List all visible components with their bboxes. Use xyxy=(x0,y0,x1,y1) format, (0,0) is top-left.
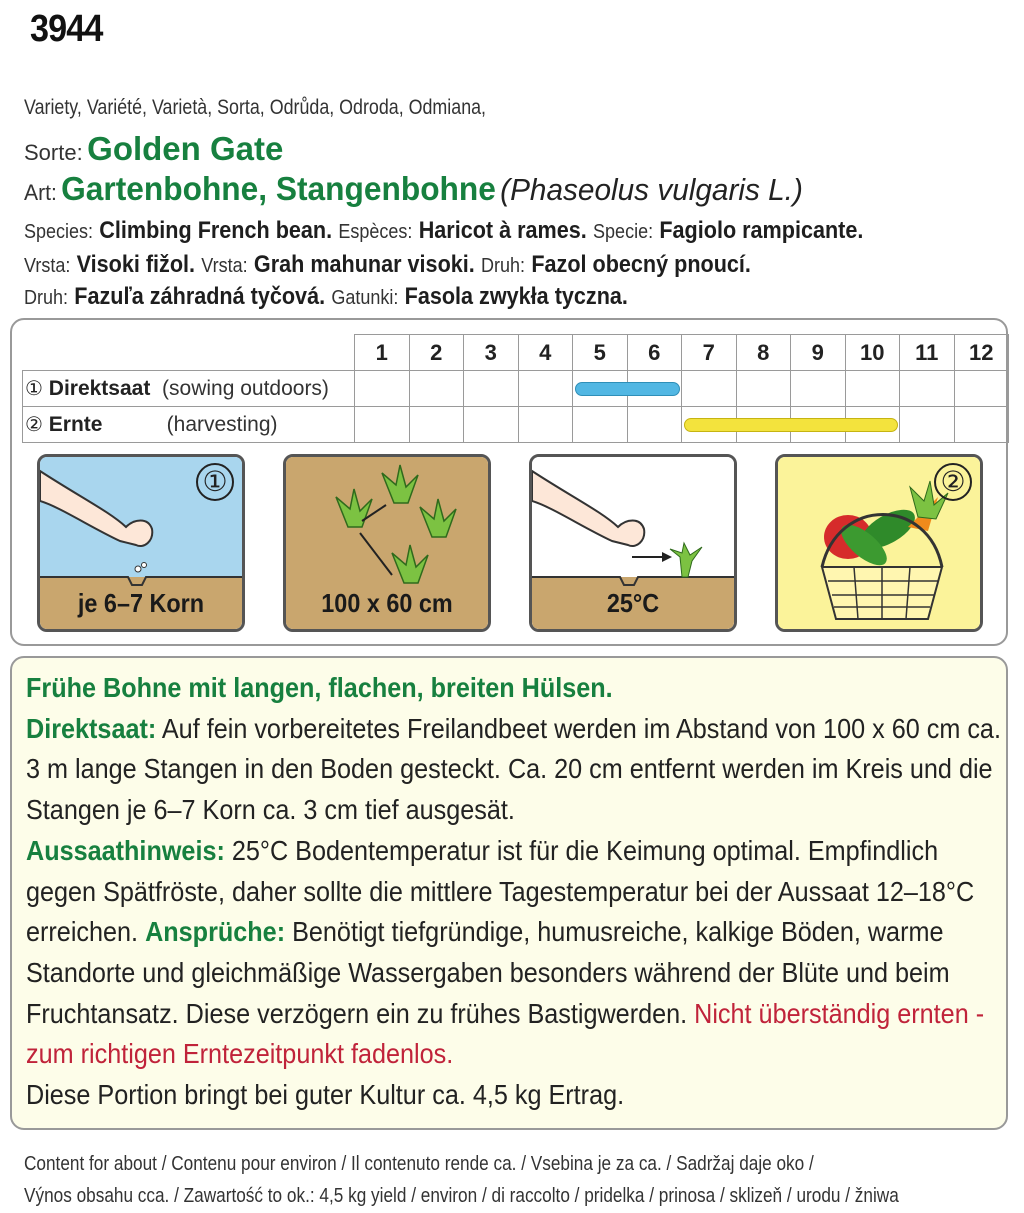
calendar-cell xyxy=(954,371,1009,407)
harvest-period-bar xyxy=(684,418,898,432)
variety-name: Golden Gate xyxy=(87,130,284,167)
translation-value: Visoki fižol. xyxy=(76,251,196,278)
translation-label: Specie: xyxy=(593,221,654,243)
step-one-badge: ① xyxy=(196,463,234,501)
spacing-pictogram xyxy=(283,454,491,632)
calendar-cell xyxy=(355,371,410,407)
translation-label: Species: xyxy=(24,221,94,243)
description-headline: Frühe Bohne mit langen, flachen, breiten Hülsen. xyxy=(26,672,613,703)
sowing-period-bar xyxy=(575,382,680,396)
description-text xyxy=(26,668,1007,1116)
translation-value: Fagiolo rampicante. xyxy=(659,217,864,244)
temperature-caption: 25°C xyxy=(606,588,660,618)
description-panel xyxy=(10,656,1008,1130)
month-label: 5 xyxy=(573,335,628,371)
translation-value: Haricot à rames. xyxy=(418,217,587,244)
calendar-cell xyxy=(518,407,573,443)
calendar-cell xyxy=(900,407,955,443)
requirements-text: Benötigt tiefgründige, humusreiche, kalkige Böden, warme Standorte und gleichmäßige Wassergaben besonders während der Blüte und beim Fruchtansatz. Diese verzögern ein zu frühes Bastigwerden. xyxy=(26,916,950,1029)
sowing-hint-label: Aussaathinweis: xyxy=(26,834,225,866)
month-label: 9 xyxy=(791,335,846,371)
row-name: Ernte xyxy=(48,413,103,436)
step-two-badge: ② xyxy=(934,463,972,501)
month-label: 3 xyxy=(464,335,519,371)
latin-name: (Phaseolus vulgaris L.) xyxy=(500,172,803,207)
row-english: (harvesting) xyxy=(166,413,278,436)
translation-label: Druh: xyxy=(24,287,69,309)
harvest-warning: Nicht überständig ernten - zum richtigen Erntezeitpunkt fadenlos. xyxy=(26,997,985,1070)
month-label: 1 xyxy=(355,335,410,371)
calendar-row-label xyxy=(23,407,355,443)
translation-label: Espèces: xyxy=(338,221,413,243)
translation-label: Druh: xyxy=(481,255,526,277)
footer-line-2: Výnos obsahu cca. / Zawartość to ok.: 4,5 kg yield / environ / di raccolto / pridelka / prinosa / sklizeň / urodu / žniwa xyxy=(24,1185,899,1207)
step-number: ① xyxy=(25,378,43,400)
translation-label: Vrsta: xyxy=(201,255,248,277)
step-number: ② xyxy=(25,414,43,436)
translation-label: Vrsta: xyxy=(24,255,71,277)
species-label: Art: xyxy=(24,180,57,205)
species-translations-line-2 xyxy=(24,250,751,279)
calendar-cell xyxy=(573,407,628,443)
sowing-pictogram xyxy=(37,454,245,632)
sowing-hint-text: 25°C Bodentemperatur ist für die Keimung optimal. Empfindlich gegen Spätfröste, daher sollte die mittlere Tagestemperatur bei der Aussaat 12–18°C erreichen. xyxy=(26,834,975,948)
month-label: 8 xyxy=(736,335,791,371)
month-label: 10 xyxy=(845,335,900,371)
translation-value: Fasola zwykła tyczna. xyxy=(404,283,628,310)
translation-value: Climbing French bean. xyxy=(99,217,333,244)
calendar-cell xyxy=(954,407,1009,443)
temperature-pictogram xyxy=(529,454,737,632)
requirements-label: Ansprüche: xyxy=(145,916,286,948)
species-row xyxy=(24,170,803,208)
sowing-calendar xyxy=(22,334,1000,444)
direct-sowing-text: Auf fein vorbereitetes Freilandbeet werden im Abstand von 100 x 60 cm ca. 3 m lange Stangen in den Boden gesteckt. Ca. 20 cm entfernt werden im Kreis und die Stangen je 6–7 Korn ca. 3 cm tief ausgesät. xyxy=(26,712,1001,826)
seeds-per-hole-caption: je 6–7 Korn xyxy=(77,588,205,618)
yield-text: Diese Portion bringt bei guter Kultur ca. 4,5 kg Ertrag. xyxy=(26,1079,625,1111)
calendar-cell xyxy=(791,371,846,407)
month-label: 12 xyxy=(954,335,1009,371)
calendar-cell xyxy=(682,371,737,407)
calendar-cell xyxy=(464,371,519,407)
row-english: (sowing outdoors) xyxy=(162,377,329,400)
spacing-caption: 100 x 60 cm xyxy=(321,588,453,618)
translation-value: Grah mahunar visoki. xyxy=(253,251,475,278)
variety-label: Sorte: xyxy=(24,140,83,165)
month-label: 11 xyxy=(900,335,955,371)
calendar-row-label xyxy=(23,371,355,407)
calendar-cell xyxy=(627,407,682,443)
calendar-cell xyxy=(736,371,791,407)
calendar-cell xyxy=(464,407,519,443)
harvest-pictogram xyxy=(775,454,983,632)
translation-value: Fazuľa záhradná tyčová. xyxy=(74,283,326,310)
calendar-cell xyxy=(409,407,464,443)
month-label: 7 xyxy=(682,335,737,371)
calendar-cell xyxy=(518,371,573,407)
species-translations-line-1 xyxy=(24,216,863,245)
calendar-cell xyxy=(900,371,955,407)
calendar-month-row xyxy=(23,335,1009,371)
variety-label-line: Variety, Variété, Varietà, Sorta, Odrůda, Odroda, Odmiana, xyxy=(24,96,487,119)
calendar-cell xyxy=(845,371,900,407)
calendar-corner xyxy=(23,335,355,371)
yield-footer xyxy=(24,1148,899,1212)
variety-row xyxy=(24,130,283,168)
footer-line-1: Content for about / Contenu pour environ / Il contenuto rende ca. / Vsebina je za ca. / Sadržaj daje oko / xyxy=(24,1153,814,1175)
month-label: 2 xyxy=(409,335,464,371)
translation-label: Gatunki: xyxy=(331,287,399,309)
calendar-cell xyxy=(409,371,464,407)
row-name: Direktsaat xyxy=(48,377,151,400)
article-number: 3944 xyxy=(30,8,103,50)
calendar-row-sowing xyxy=(23,371,1009,407)
species-translations-line-3 xyxy=(24,282,628,311)
species-name: Gartenbohne, Stangenbohne xyxy=(61,170,496,207)
direct-sowing-label: Direktsaat: xyxy=(26,712,157,744)
month-label: 6 xyxy=(627,335,682,371)
month-label: 4 xyxy=(518,335,573,371)
calendar-cell xyxy=(355,407,410,443)
translation-value: Fazol obecný pnoucí. xyxy=(531,251,751,278)
